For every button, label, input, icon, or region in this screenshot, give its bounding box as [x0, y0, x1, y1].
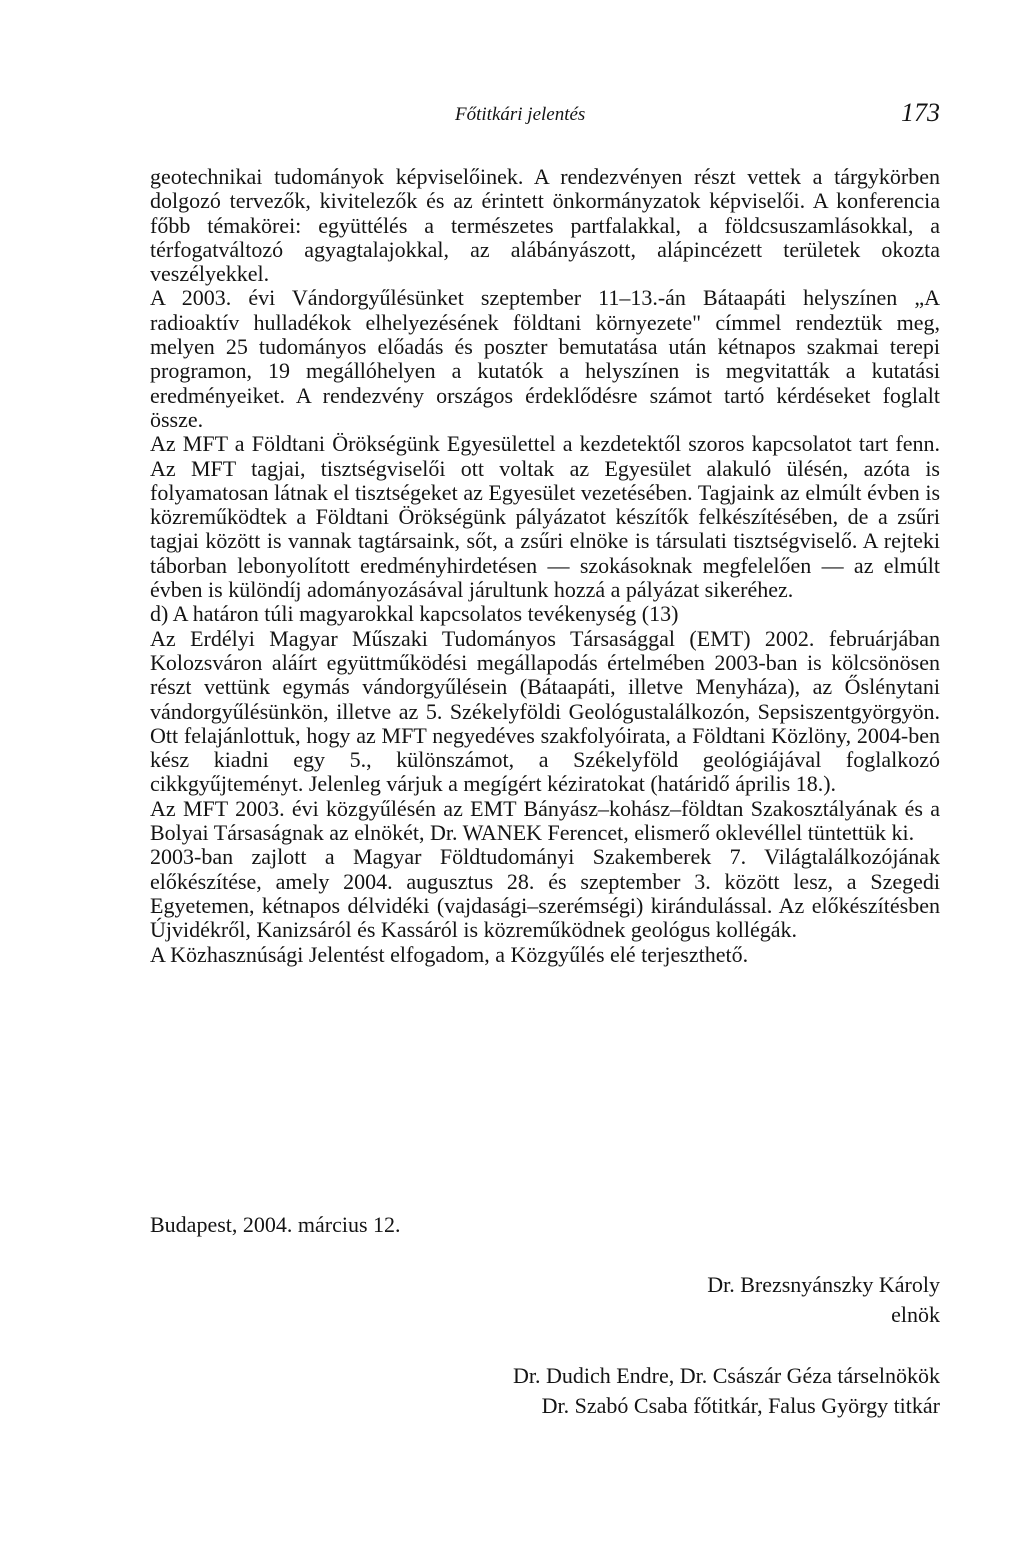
signature-president-name: Dr. Brezsnyánszky Károly: [707, 1272, 940, 1297]
dateline: Budapest, 2004. március 12.: [150, 1212, 401, 1237]
paragraph-vandorgyules: A 2003. évi Vándorgyűlésünket szeptember 11–13.-án Bátaapáti helyszínen „A radioaktív hulladékok elhelyezésének földtani környezete" címmel rendeztük meg, melyen 25 tudományos előadás és poszter bemutatása után kétnapos szakmai terepi programon, 19 megállóhelyen a kutatók a helyszínen is megvitatták a kutatási eredményeiket. A rendezvény országos érdeklődésre számot tartó kérdéseket foglalt össze.: [150, 285, 940, 432]
page-number: 173: [901, 98, 940, 127]
signature-secretaries: Dr. Szabó Csaba főtitkár, Falus György titkár: [541, 1393, 940, 1418]
paragraph-jelentes-elfogadas: A Közhasznúsági Jelentést elfogadom, a Közgyűlés elé terjeszthető.: [150, 941, 749, 967]
paragraph-kozgyules: Az MFT 2003. évi közgyűlésén az EMT Bányász–kohász–földtan Szakosztályának és a Bolyai Társaságnak az elnökét, Dr. WANEK Ferencet, elismerő oklevéllel tüntettük ki.: [150, 795, 940, 846]
paragraph-emt: Az Erdélyi Magyar Műszaki Tudományos Társasággal (EMT) 2002. februárjában Kolozsváron aláírt együttműködési megállapodás értelmében 2003-ban is kölcsönösen részt vettünk egymás vándorgyűlésein (Bátaapáti, illetve Menyháza), az Őslénytani vándorgyűlésünkön, illetve az 5. Székelyföldi Geológustalálkozón, Sepsiszentgyörgyön. Ott felajánlottuk, hogy az MFT negyedéves szakfolyóirata, a Földtani Közlöny, 2004-ben kész kiadni egy 5., különszámot, a Székelyföld geológiájával foglalkozó cikkgyűjteményt. Jelenleg várjuk a megígért kéziratokat (határidő április 18.).: [150, 625, 940, 797]
section-heading-d: d) A határon túli magyarokkal kapcsolatos tevékenység (13): [150, 601, 679, 627]
signature-president-title: elnök: [891, 1302, 940, 1327]
signature-gap: [513, 1330, 940, 1361]
running-header: [150, 96, 940, 136]
paragraph-vilagtalalkozo: 2003-ban zajlott a Magyar Földtudományi Szakemberek 7. Világtalálkozójának előkészítése, amely 2004. augusztus 28. és szeptember 3. között lesz, a Szegedi Egyetemen, kétnapos délvidéki (vajdasági–szerémségi) kirándulással. Az előkészítésben Újvidékről, Kanizsáról és Kassáról is közreműködnek geológus kollégák.: [150, 844, 940, 943]
body-text: [150, 165, 940, 967]
paragraph-foldtani-oroksegunk: Az MFT a Földtani Örökségünk Egyesülettel a kezdetektől szoros kapcsolatot tart fenn. Az MFT tagjai, tisztségviselői ott voltak az Egyesület alakuló ülésén, azóta is folyamatosan látnak el tisztségeket az Egyesület vezetésében. Tagjaink az elmúlt évben is közreműködtek a Földtani Örökségünk pályázatot készítők felkészítésében, de a zsűri tagjai között is vannak tagtársaink, sőt, a zsűri elnöke is társulati tisztségviselő. A rejteki táborban lebonyolított eredményhirdetésen — szokásoknak megfelelően — az elmúlt évben is különdíj adományozásával járultunk hozzá a pályázat sikeréhez.: [150, 431, 940, 603]
paragraph-continuation: geotechnikai tudományok képviselőinek. A rendezvényen részt vettek a tárgykörben dolgozó tervezők, kivitelezők és az érintett önkormányzatok képviselői. A konferencia főbb témakörei: együttélés a természetes partfalakkal, a földcsuszamlásokkal, a térfogatváltozó agyagtalajokkal, az alábányászott, alápincézett területek okozta veszélyekkel.: [150, 164, 940, 287]
running-title: Főtitkári jelentés: [455, 104, 586, 125]
signature-block: [513, 1270, 940, 1421]
signature-co-presidents: Dr. Dudich Endre, Dr. Császár Géza társelnökök: [512, 1363, 940, 1388]
